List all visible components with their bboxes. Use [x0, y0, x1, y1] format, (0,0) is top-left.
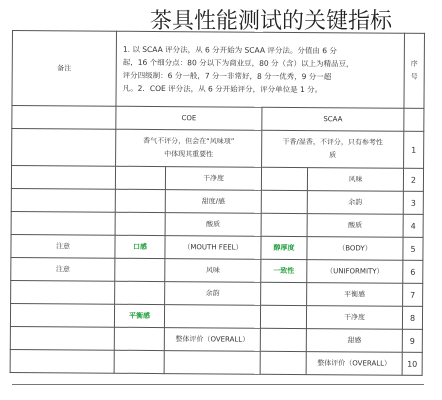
- scaa-cell: 干净度: [306, 306, 402, 330]
- seq-cell: 2: [403, 168, 423, 191]
- coe-cell: 余韵: [165, 282, 261, 306]
- table-row: [11, 188, 423, 214]
- scaa-cell: 平衡感: [307, 283, 403, 307]
- scaa-label-cell: [261, 167, 307, 190]
- remark-header: 备注: [12, 31, 117, 107]
- seq-cell: 3: [403, 191, 423, 214]
- subheader-row: [12, 106, 424, 132]
- coe-cell: 干净度: [165, 167, 261, 191]
- table-row: [10, 326, 422, 352]
- seq-cell: 8: [402, 306, 422, 329]
- remark-cell: 注意: [11, 234, 115, 258]
- desc-line: 评分四级制：6 分一般，7 分一非常好，8 分一优秀，9 分一超: [122, 70, 332, 82]
- remark-cell: 注意: [11, 257, 115, 281]
- seq-header: 序号: [404, 33, 425, 108]
- coe-cell: 整体评价（OVERALL）: [164, 328, 260, 352]
- scaa-cell: 干香/湿香，不评分，只有参考性 质: [262, 130, 404, 168]
- table-row: [11, 166, 423, 192]
- seq-cell: 5: [403, 237, 423, 260]
- scaa-cell: 整体评价（OVERALL）: [306, 352, 402, 376]
- scaa-cell: 风味: [307, 168, 403, 192]
- bottom-rule: [12, 384, 424, 385]
- desc-line: 凡。2．COE 评分法，从 6 分开始评分，评分单位是 1 分。: [122, 83, 323, 95]
- scaa-cell: （BODY）: [307, 237, 403, 261]
- cupping-comparison-table: [10, 30, 425, 376]
- seq-cell: 6: [403, 260, 423, 283]
- scaa-cell: 甜感: [306, 329, 402, 353]
- scoring-description: [116, 31, 405, 108]
- table-row: [11, 257, 423, 283]
- coe-header: COE: [116, 106, 262, 130]
- desc-line: 起，16 个细分点：80 分以下为商业豆，80 分（含）以上为精品豆，: [122, 57, 354, 69]
- table-row: [11, 211, 423, 237]
- seq-cell: 10: [402, 352, 422, 375]
- coe-cell: 甜度/感: [165, 190, 261, 214]
- table-row: [10, 349, 422, 375]
- scaa-header: SCAA: [262, 107, 404, 131]
- desc-line: 1. 以 SCAA 评分法，从 6 分开始为 SCAA 评分法。分值由 6 分: [122, 44, 337, 56]
- coe-highlight-cell: 口感: [115, 235, 165, 258]
- seq-cell: 9: [402, 329, 422, 352]
- scaa-cell: （UNIFORMITY）: [307, 260, 403, 284]
- scaa-highlight-cell: 醇厚度: [261, 236, 307, 259]
- table-row: [10, 303, 422, 329]
- table-row: [11, 280, 423, 306]
- coe-cell: 风味: [165, 259, 261, 283]
- coe-cell: 酸质: [165, 213, 261, 237]
- coe-highlight-cell: 平衡感: [114, 304, 164, 327]
- scaa-cell: 余韵: [307, 191, 403, 215]
- table-row: [12, 129, 424, 169]
- header-row: [12, 31, 425, 109]
- coe-cell: （MOUTH FEEL）: [165, 236, 261, 260]
- coe-cell: 香气不评分，但会在“风味项” 中体现其重要性: [116, 129, 262, 167]
- seq-cell: 4: [403, 214, 423, 237]
- page-title: 茶具性能测试的关键指标: [150, 9, 393, 34]
- seq-cell: 1: [404, 131, 424, 168]
- scaa-highlight-cell: 一致性: [261, 259, 307, 282]
- seq-cell: 7: [403, 283, 423, 306]
- scaa-cell: 酸质: [307, 214, 403, 238]
- table-row: [11, 234, 423, 260]
- comparison-table-sheet: [10, 30, 424, 383]
- coe-label-cell: [115, 166, 165, 189]
